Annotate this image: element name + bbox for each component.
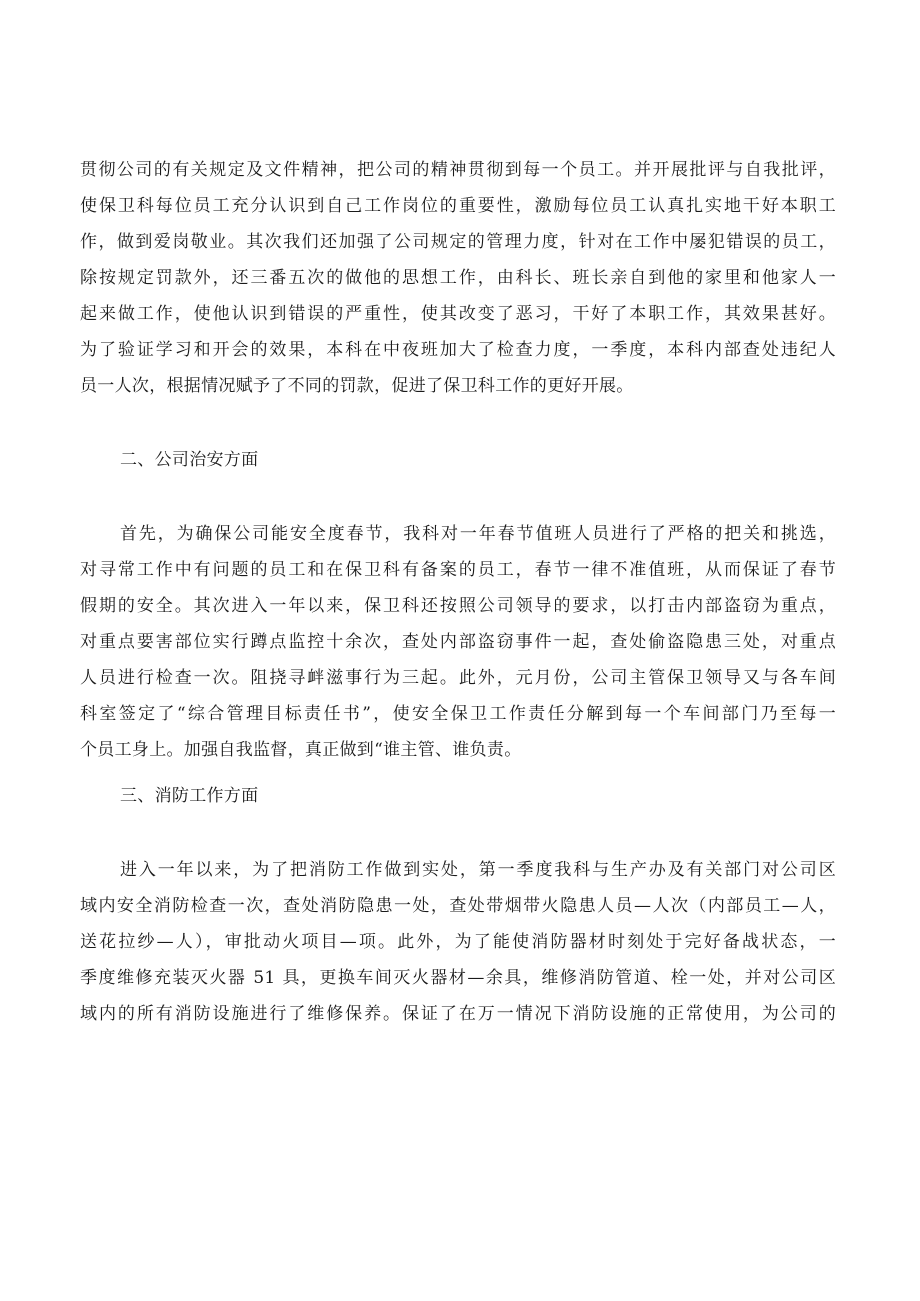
paragraph-line: 作，做到爱岗敬业。其次我们还加强了公司规定的管理力度，针对在工作中屡犯错误的员工， <box>80 232 836 252</box>
paragraph-line: 季度维修充装灭火器 51 具，更换车间灭火器材—余具，维修消防管道、栓一处，并对公司区 <box>80 968 836 988</box>
paragraph-gap <box>80 768 836 778</box>
paragraph-gap <box>80 478 836 516</box>
paragraph-gap <box>80 404 836 442</box>
paragraph-line: 送花拉纱—人），审批动火项目—项。此外，为了能使消防器材时刻处于完好备战状态，一 <box>80 932 836 952</box>
section-heading-fire: 三、消防工作方面 <box>120 786 259 806</box>
section-heading-security: 二、公司治安方面 <box>120 450 259 470</box>
paragraph-line: 使保卫科每位员工充分认识到自己工作岗位的重要性，激励每位员工认真扎实地干好本职工 <box>80 196 836 216</box>
paragraph-line: 对寻常工作中有问题的员工和在保卫科有备案的员工，春节一律不准值班，从而保证了春节 <box>80 560 836 580</box>
paragraph-line: 个员工身上。加强自我监督，真正做到“谁主管、谁负责。 <box>80 740 522 760</box>
paragraph-line: 首先，为确保公司能安全度春节，我科对一年春节值班人员进行了严格的把关和挑选， <box>120 524 836 544</box>
paragraph-line: 假期的安全。其次进入一年以来，保卫科还按照公司领导的要求，以打击内部盗窃为重点， <box>80 596 836 616</box>
paragraph-line: 贯彻公司的有关规定及文件精神，把公司的精神贯彻到每一个员工。并开展批评与自我批评， <box>80 160 836 180</box>
paragraph-line: 除按规定罚款外，还三番五次的做他的思想工作，由科长、班长亲自到他的家里和他家人一 <box>80 268 836 288</box>
paragraph-line: 对重点要害部位实行蹲点监控十余次，查处内部盗窃事件一起，查处偷盗隐患三处，对重点 <box>80 632 836 652</box>
paragraph-line: 起来做工作，使他认识到错误的严重性，使其改变了恶习，干好了本职工作，其效果甚好。 <box>80 304 836 324</box>
paragraph-line: 人员进行检查一次。阻挠寻衅滋事行为三起。此外，元月份，公司主管保卫领导又与各车间 <box>80 668 836 688</box>
paragraph-line: 员一人次，根据情况赋予了不同的罚款，促进了保卫科工作的更好开展。 <box>80 376 634 396</box>
paragraph-line: 进入一年以来，为了把消防工作做到实处，第一季度我科与生产办及有关部门对公司区 <box>120 860 836 880</box>
paragraph-line: 域内的所有消防设施进行了维修保养。保证了在万一情况下消防设施的正常使用，为公司的 <box>80 1004 836 1024</box>
paragraph-line: 为了验证学习和开会的效果，本科在中夜班加大了检查力度，一季度，本科内部查处违纪人 <box>80 340 836 360</box>
paragraph-gap <box>80 814 836 852</box>
paragraph-line: 科室签定了“综合管理目标责任书”，使安全保卫工作责任分解到每一个车间部门乃至每一 <box>80 704 836 724</box>
paragraph-line: 域内安全消防检查一次，查处消防隐患一处，查处带烟带火隐患人员—人次（内部员工—人， <box>80 896 836 916</box>
document-body <box>80 152 836 1032</box>
